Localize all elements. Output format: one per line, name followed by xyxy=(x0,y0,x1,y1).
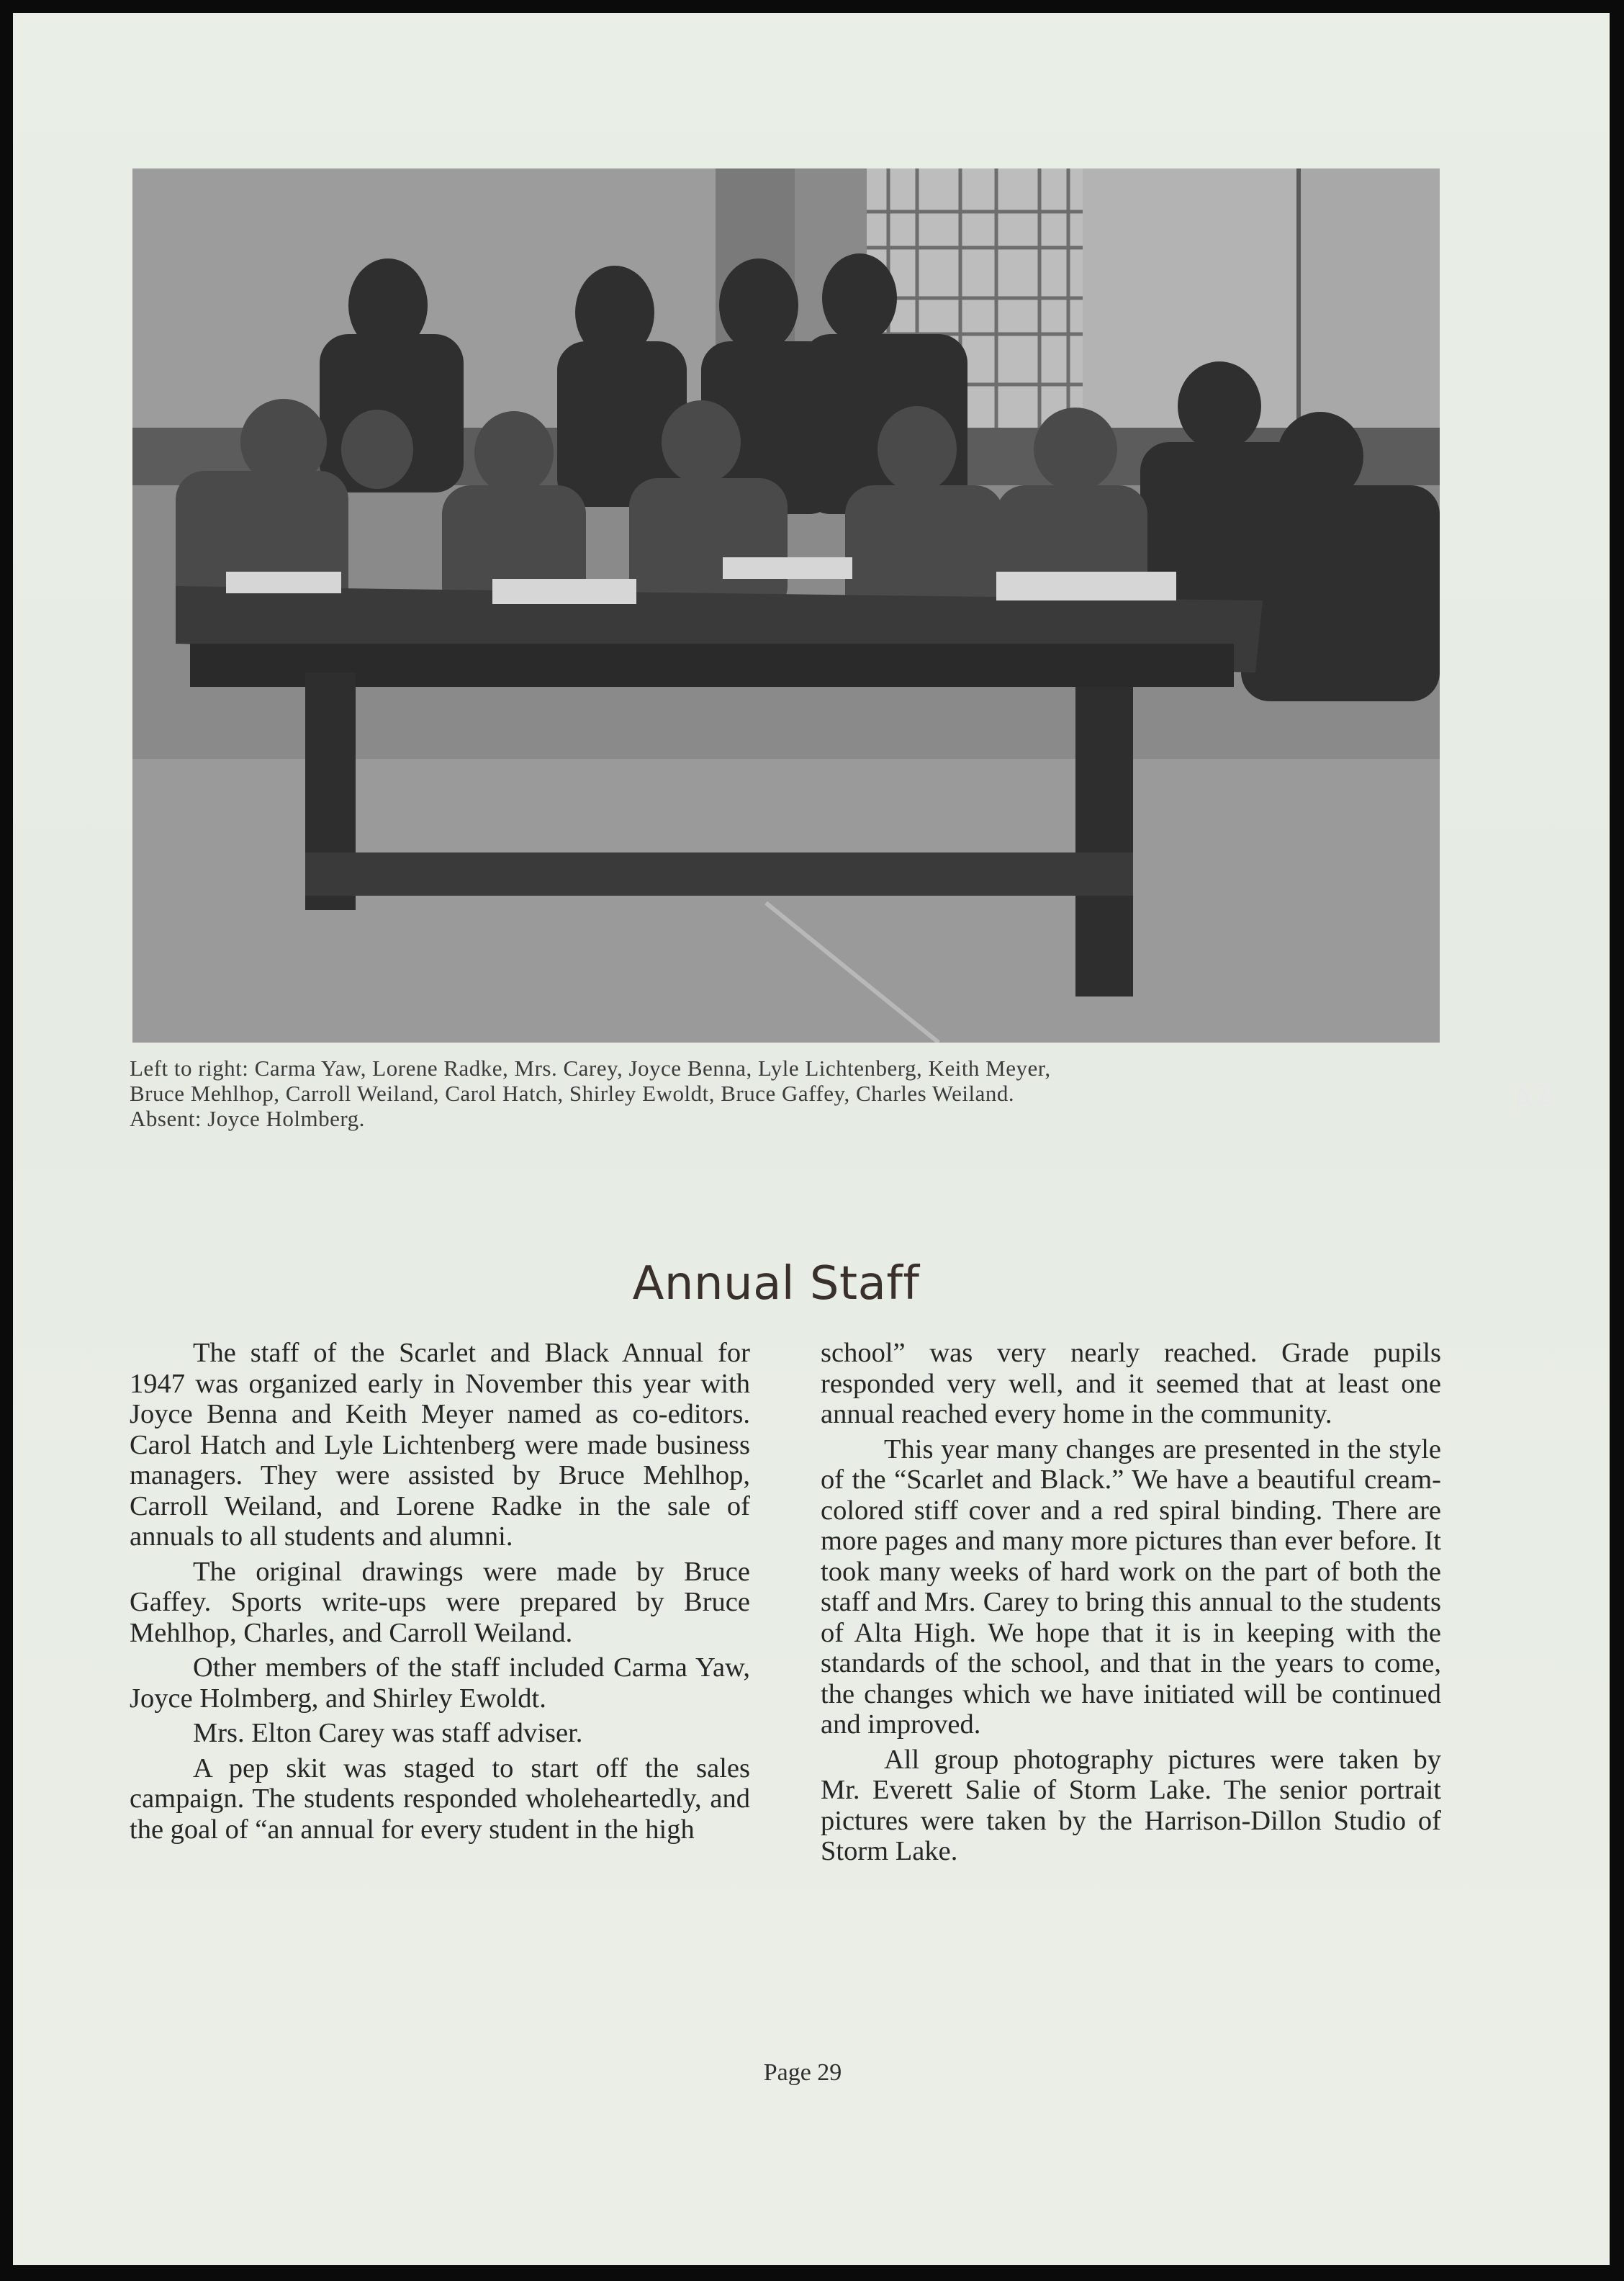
paragraph: The staff of the Scarlet and Black Annual for 1947 was organized early in November this year with Joyce Benna and Keith Meyer named as co-editors. Carol Hatch and Lyle Lichtenberg were made business managers. They were assisted by Bruce Mehlhop, Carroll Weiland, and Lorene Radke in the sale of annuals to all students and alumni. xyxy=(130,1338,750,1552)
caption-line-1: Left to right: Carma Yaw, Lorene Radke, Mrs. Carey, Joyce Benna, Lyle Lichtenberg, Keith Meyer, xyxy=(130,1056,1051,1081)
page-title: Annual Staff xyxy=(632,1257,920,1310)
paragraph: All group photography pictures were taken by Mr. Everett Salie of Storm Lake. The senior portrait pictures were taken by the Harrison-Dillon Studio of Storm Lake. xyxy=(821,1744,1441,1866)
photo-negative-mark: A2 xyxy=(1510,1078,1555,1118)
paragraph: This year many changes are presented in the style of the “Scarlet and Black.” We have a beautiful cream-colored stiff cover and a red spiral binding. There are more pages and many more pictures than ever before. It took many weeks of hard work on the part of both the staff and Mrs. Carey to bring this annual to the students of Alta High. We hope that it is in keeping with the standards of the school, and that in the years to come, the changes which we have initiated will be continued and improved. xyxy=(821,1434,1441,1740)
paragraph: The original drawings were made by Bruce Gaffey. Sports write-ups were prepared by Bruce Mehlhop, Charles, and Carroll Weiland. xyxy=(130,1556,750,1648)
paragraph: A pep skit was staged to start off the sales campaign. The students responded wholeheartedly, and the goal of “an annual for every student in the high xyxy=(130,1753,750,1845)
page-number: Page 29 xyxy=(763,2059,842,2086)
yearbook-page xyxy=(13,13,1610,2265)
article-right-column xyxy=(821,1338,1441,1871)
photo-caption xyxy=(130,1056,1447,1131)
article-left-column xyxy=(130,1338,750,1849)
group-photo-icon xyxy=(132,168,1440,1043)
paragraph: Other members of the staff included Carma Yaw, Joyce Holmberg, and Shirley Ewoldt. xyxy=(130,1652,750,1714)
caption-line-3: Absent: Joyce Holmberg. xyxy=(130,1106,365,1131)
caption-line-2: Bruce Mehlhop, Carroll Weiland, Carol Hatch, Shirley Ewoldt, Bruce Gaffey, Charles Weiland. xyxy=(130,1081,1015,1106)
paragraph: Mrs. Elton Carey was staff adviser. xyxy=(193,1718,583,1748)
paragraph: school” was very nearly reached. Grade pupils responded very well, and it seemed that at least one annual reached every home in the community. xyxy=(821,1338,1441,1429)
